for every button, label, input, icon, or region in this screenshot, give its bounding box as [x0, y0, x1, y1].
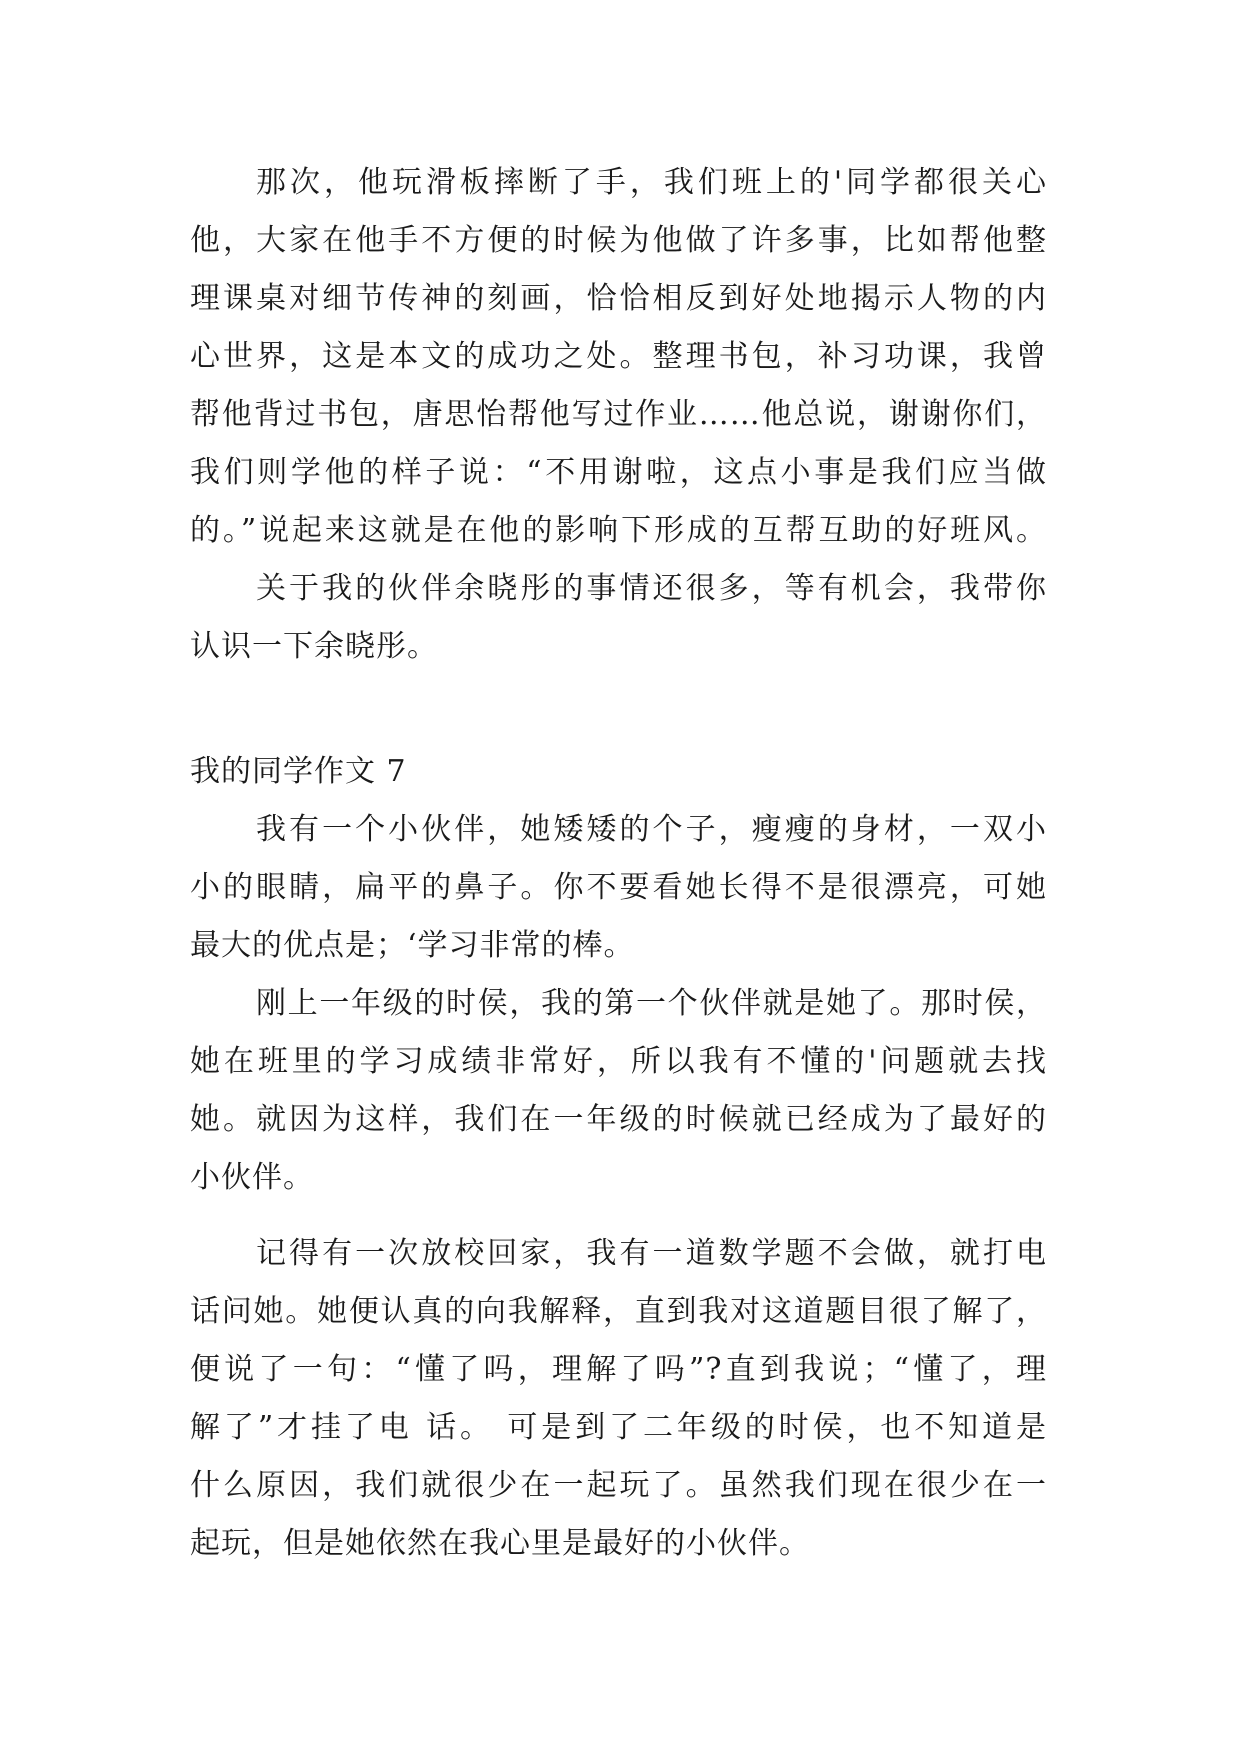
- paragraph-line: 最大的优点是；‘学习非常的棒。: [190, 928, 635, 963]
- paragraph-line: 关于我的伙伴余晓彤的事情还很多，等有机会，我带你: [256, 571, 1047, 606]
- paragraph-line: 理课桌对细节传神的刻画，恰恰相反到好处地揭示人物的内: [190, 281, 1047, 316]
- paragraph-line: 话问她。她便认真的向我解释，直到我对这道题目很了解了，: [190, 1294, 1047, 1329]
- paragraph-line: 起玩，但是她依然在我心里是最好的小伙伴。: [190, 1526, 810, 1561]
- paragraph-line: 她。就因为这样，我们在一年级的时候就已经成为了最好的: [190, 1102, 1047, 1137]
- paragraph-line: 我们则学他的样子说：“不用谢啦，这点小事是我们应当做: [190, 455, 1047, 490]
- paragraph-line: 刚上一年级的时侯，我的第一个伙伴就是她了。那时侯，: [256, 986, 1047, 1021]
- paragraph-line: 解了”才挂了电 话。 可是到了二年级的时侯，也不知道是: [190, 1410, 1047, 1445]
- paragraph-line: 什么原因，我们就很少在一起玩了。虽然我们现在很少在一: [190, 1468, 1047, 1503]
- paragraph-line: 便说了一句：“懂了吗，理解了吗”?直到我说；“懂了，理: [190, 1352, 1047, 1387]
- essay-heading: 我的同学作文 7: [190, 754, 407, 789]
- paragraph-line: 的。”说起来这就是在他的影响下形成的互帮互助的好班风。: [190, 513, 1047, 548]
- paragraph-line: 小伙伴。: [190, 1160, 314, 1195]
- paragraph-line: 记得有一次放校回家，我有一道数学题不会做，就打电: [256, 1236, 1047, 1271]
- paragraph-line: 小的眼睛，扁平的鼻子。你不要看她长得不是很漂亮，可她: [190, 870, 1047, 905]
- paragraph-line: 认识一下余晓彤。: [190, 629, 438, 664]
- paragraph-line: 心世界，这是本文的成功之处。整理书包，补习功课，我曾: [190, 339, 1047, 374]
- paragraph-line: 我有一个小伙伴，她矮矮的个子，瘦瘦的身材，一双小: [256, 812, 1047, 847]
- paragraph-line: 他，大家在他手不方便的时候为他做了许多事，比如帮他整: [190, 223, 1047, 258]
- paragraph-line: 帮他背过书包，唐思怡帮他写过作业……他总说，谢谢你们，: [190, 397, 1047, 432]
- paragraph-line: 那次，他玩滑板摔断了手，我们班上的'同学都很关心: [256, 165, 1047, 200]
- paragraph-line: 她在班里的学习成绩非常好，所以我有不懂的'问题就去找: [190, 1044, 1047, 1079]
